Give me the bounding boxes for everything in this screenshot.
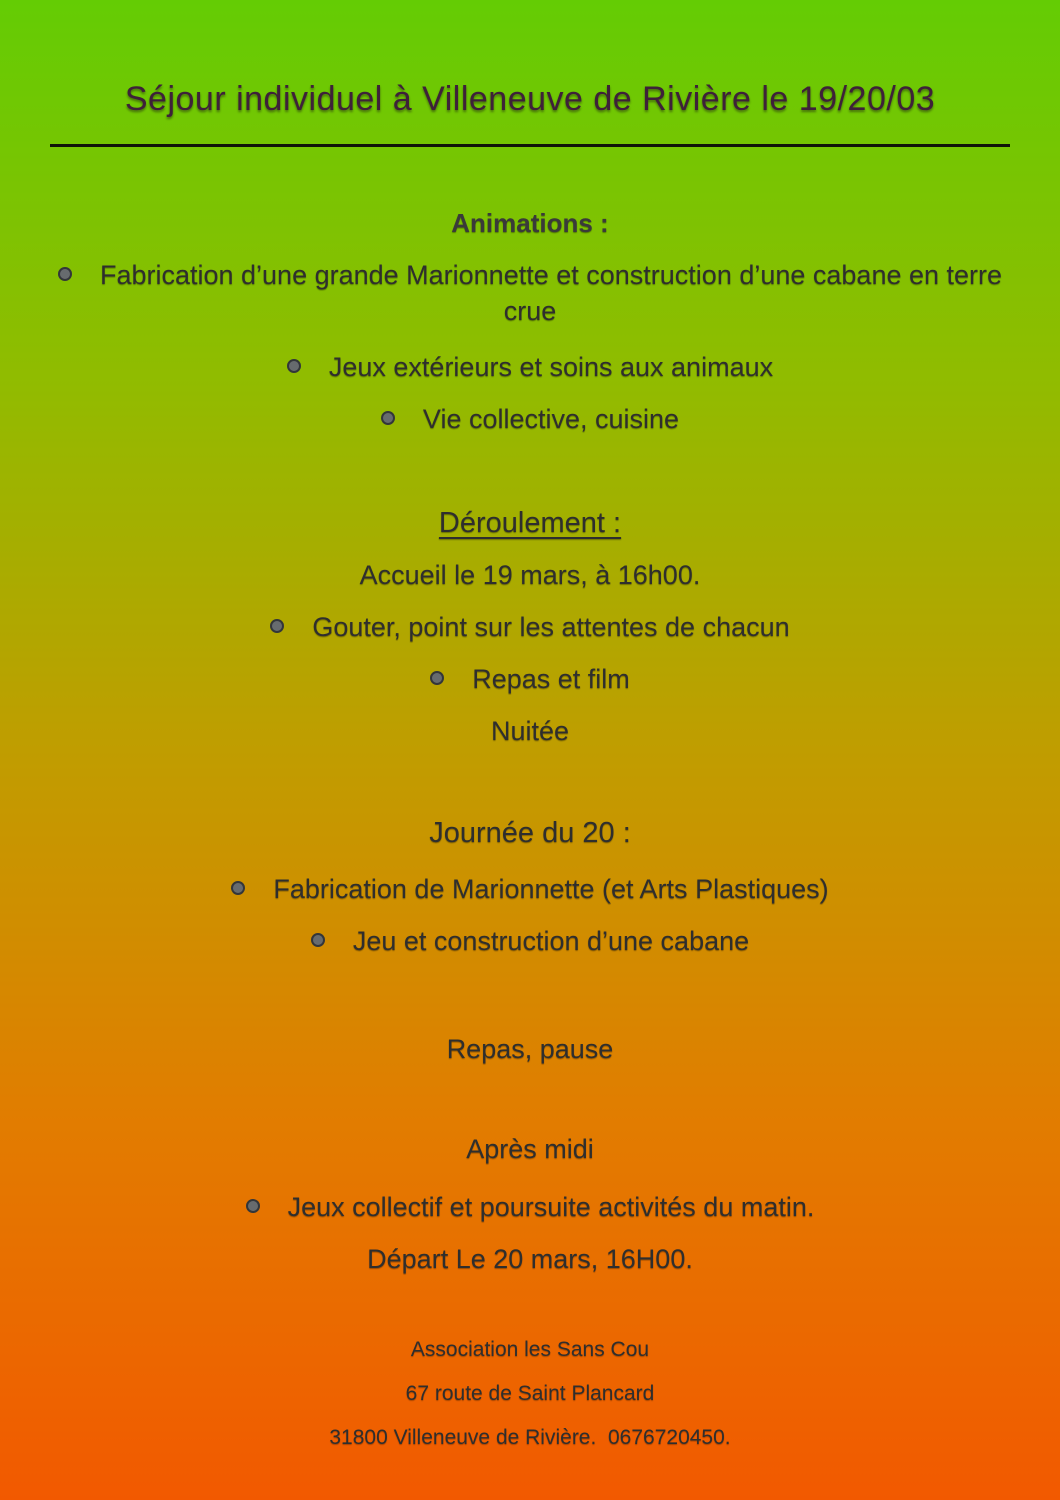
list-item <box>50 401 1010 437</box>
schedule-intro: Accueil le 19 mars, à 16h00. <box>359 560 701 590</box>
list-item <box>50 1189 1010 1225</box>
list-item <box>50 609 1010 645</box>
page-title: Séjour individuel à Villeneuve de Rivière le 19/20/03 <box>124 80 936 118</box>
list-item-text: Vie collective, cuisine <box>422 404 680 434</box>
association-street: 67 route de Saint Plancard <box>405 1382 655 1405</box>
bullet-icon <box>231 881 245 895</box>
afternoon-heading: Après midi <box>466 1134 594 1164</box>
list-item <box>50 349 1010 385</box>
bullet-icon <box>381 411 395 425</box>
list-item-text: Gouter, point sur les attentes de chacun <box>312 612 790 642</box>
section-heading-deroulement: Déroulement : <box>438 507 622 539</box>
departure-line: Départ Le 20 mars, 16H00. <box>367 1244 693 1274</box>
list-item <box>50 923 1010 959</box>
association-city-phone: 31800 Villeneuve de Rivière. 0676720450. <box>329 1426 731 1449</box>
midday-line: Repas, pause <box>446 1034 614 1064</box>
contact-footer <box>50 1335 1010 1453</box>
bullet-icon <box>311 933 325 947</box>
bullet-icon <box>58 267 72 281</box>
list-item-text: Jeux extérieurs et soins aux animaux <box>328 352 774 382</box>
list-item <box>50 871 1010 907</box>
night-line: Nuitée <box>490 716 570 746</box>
list-item <box>50 257 1010 329</box>
bullet-icon <box>270 619 284 633</box>
flyer-body <box>50 205 1010 1277</box>
list-item-text: Fabrication d’une grande Marionnette et construction d’une cabane en terre crue <box>99 260 1003 326</box>
bullet-icon <box>430 671 444 685</box>
bullet-icon <box>287 359 301 373</box>
bullet-icon <box>246 1199 260 1213</box>
title-divider <box>50 144 1010 147</box>
list-item-text: Jeu et construction d’une cabane <box>352 926 750 956</box>
list-item <box>50 661 1010 697</box>
association-name: Association les Sans Cou <box>410 1338 650 1361</box>
section-heading-animations: Animations : <box>451 208 609 238</box>
list-item-text: Fabrication de Marionnette (et Arts Plastiques) <box>273 874 829 904</box>
section-heading-journee: Journée du 20 : <box>429 817 631 849</box>
list-item-text: Jeux collectif et poursuite activités du matin. <box>287 1192 815 1222</box>
list-item-text: Repas et film <box>472 664 630 694</box>
